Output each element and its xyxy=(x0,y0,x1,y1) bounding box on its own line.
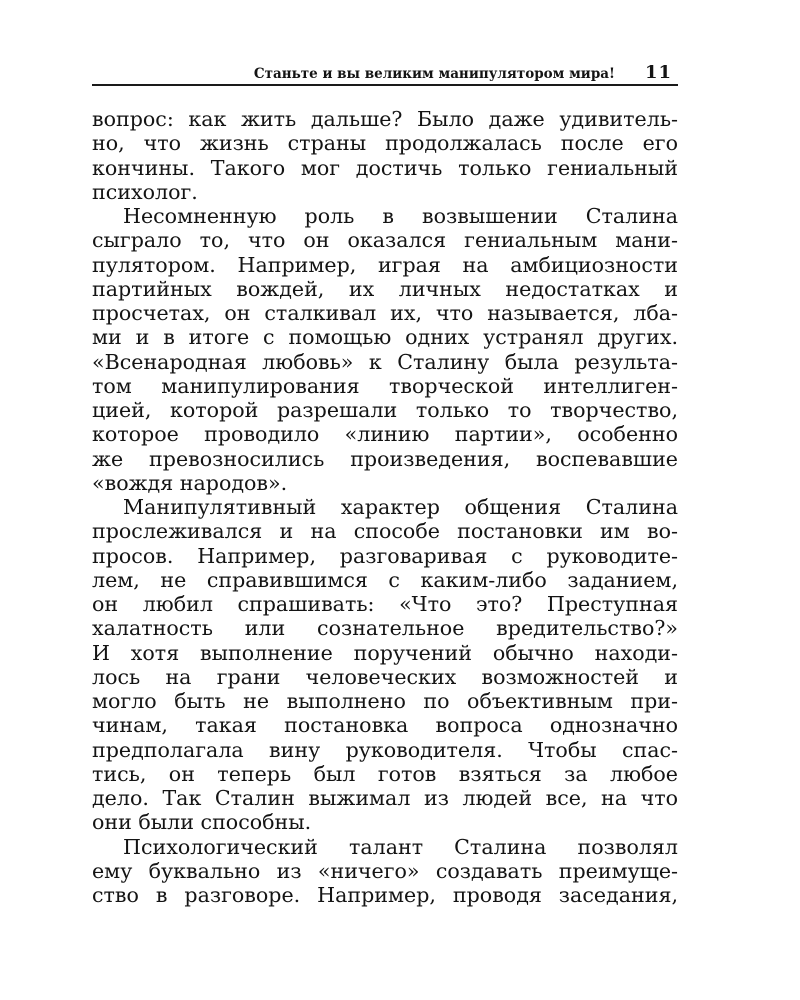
text-line: они были способны. xyxy=(92,810,312,835)
text-line: чинам, такая постановка вопроса однозначно xyxy=(92,713,678,738)
text-line: ему буквально из «ничего» создавать преимуще- xyxy=(92,858,678,883)
text-line: дело. Так Сталин выжимал из людей все, на что xyxy=(92,786,678,810)
text-line: ство в разговоре. Например, проводя заседания, xyxy=(92,883,678,907)
text-line: просов. Например, разговаривая с руководите- xyxy=(92,543,678,568)
running-header xyxy=(92,62,678,86)
text-line: прослеживался и на способе постановки им во- xyxy=(92,519,678,544)
text-line: которое проводило «линию партии», особенно xyxy=(92,422,678,447)
text-line: могло быть не выполнено по объективным при- xyxy=(92,689,678,713)
text-line: том манипулирования творческой интеллиген- xyxy=(92,373,678,398)
text-line: И хотя выполнение поручений обычно находи- xyxy=(92,640,678,665)
text-line: «вождя народов». xyxy=(92,470,288,495)
body-text xyxy=(92,107,678,907)
text-line: он любил спрашивать: «Что это? Преступная xyxy=(92,592,678,616)
text-line: Несомненную роль в возвышении Сталина xyxy=(123,204,678,228)
text-line: партийных вождей, их личных недостатках и xyxy=(92,276,678,301)
text-line: Психологический талант Сталина позволял xyxy=(123,834,678,859)
text-line: «Всенародная любовь» к Сталину была результа- xyxy=(92,349,678,374)
text-line: лось на грани человеческих возможностей и xyxy=(92,664,678,689)
text-line: Манипулятивный характер общения Сталина xyxy=(123,495,678,519)
text-line: вопрос: как жить дальше? Было даже удивитель- xyxy=(92,107,678,131)
text-line: но, что жизнь страны продолжалась после его xyxy=(92,131,678,156)
text-line: предполагала вину руководителя. Чтобы спас- xyxy=(92,737,678,762)
text-line: цией, которой разрешали только то творчество, xyxy=(92,398,678,422)
text-line: ми и в итоге с помощью одних устранял других. xyxy=(92,325,678,350)
book-page xyxy=(92,62,678,907)
text-line: психолог. xyxy=(92,179,198,204)
page-number: 11 xyxy=(644,62,672,83)
text-line: пулятором. Например, играя на амбициозности xyxy=(92,252,678,277)
text-line: сыграло то, что он оказался гениальным мани- xyxy=(92,228,678,253)
text-line: тись, он теперь был готов взяться за любое xyxy=(92,761,678,786)
text-line: же превозносились произведения, воспевавшие xyxy=(92,446,678,471)
text-line: халатность или сознательное вредительство?» xyxy=(92,616,678,641)
text-line: кончины. Такого мог достичь только гениальный xyxy=(92,155,678,180)
text-line: лем, не справившимся с каким-либо заданием, xyxy=(92,567,678,592)
running-header-title: Станьте и вы великим манипулятором мира! xyxy=(253,66,615,82)
text-line: просчетах, он сталкивал их, что называется, лба- xyxy=(92,301,678,325)
